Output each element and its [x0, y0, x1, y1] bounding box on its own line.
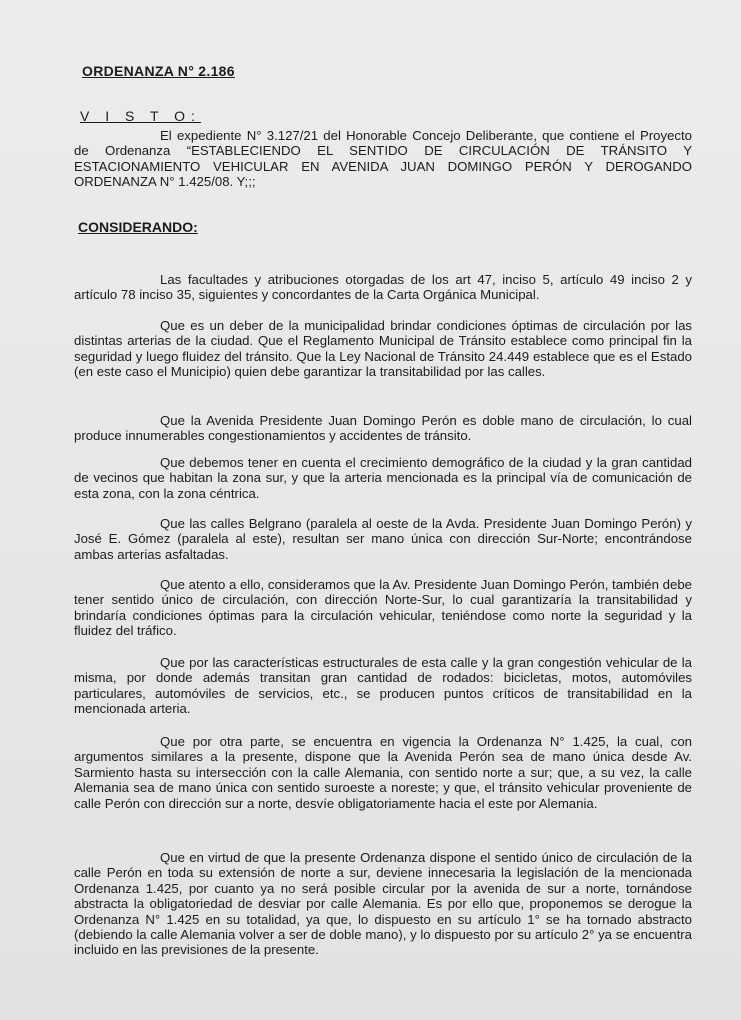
- paragraph-text: Que por las características estructurales de esta calle y la gran congestión vehicular de la misma, por donde además transitan gran cantidad de rodados: bicicletas, motos, automóviles particulares, automóviles de servicios, etc., se producen puntos críticos de transitabilidad en la mencionada arteria.: [74, 655, 692, 717]
- visto-paragraph: [74, 128, 692, 190]
- considerando-paragraph: [74, 413, 692, 444]
- paragraph-text: Que debemos tener en cuenta el crecimiento demográfico de la ciudad y la gran cantidad de vecinos que habitan la zona sur, y que la arteria mencionada es la principal vía de comunicación de esta zona, con la zona céntrica.: [74, 455, 692, 501]
- considerando-paragraph: [74, 318, 692, 380]
- considerando-paragraph: [74, 455, 692, 501]
- paragraph-text: Que por otra parte, se encuentra en vigencia la Ordenanza N° 1.425, la cual, con argumentos similares a la presente, dispone que la Avenida Perón sea de mano única desde Av. Sarmiento hasta su intersección con la calle Alemania, con sentido norte a sur; que, a su vez, la calle Alemania sea de mano única con sentido suroeste a noreste; y que, el tránsito vehicular proveniente de calle Perón con dirección sur a norte, desvíe obligatoriamente hacia el este por Alemania.: [74, 734, 692, 811]
- considerando-paragraph: [74, 850, 692, 958]
- paragraph-text: Que la Avenida Presidente Juan Domingo Perón es doble mano de circulación, lo cual produce innumerables congestionamientos y accidentes de tránsito.: [74, 413, 692, 444]
- paragraph-text: Que las calles Belgrano (paralela al oeste de la Avda. Presidente Juan Domingo Perón) y José E. Gómez (paralela al este), resultan ser mano única con dirección Sur-Norte; encontrándose ambas arterias asfaltadas.: [74, 516, 692, 562]
- paragraph-text: Que es un deber de la municipalidad brindar condiciones óptimas de circulación por las distintas arterias de la ciudad. Que el Reglamento Municipal de Tránsito establece como principal fin la seguridad y luego fluidez del tránsito. Que la Ley Nacional de Tránsito 24.449 establece que es el Estado (en este caso el Municipio) quien debe garantizar la transitabilidad por las calles.: [74, 318, 692, 380]
- visto-text: El expediente N° 3.127/21 del Honorable Concejo Deliberante, que contiene el Proyecto de Ordenanza “ESTABLECIENDO EL SENTIDO DE CIRCULACIÓN DE TRÁNSITO Y ESTACIONAMIENTO VEHICULAR EN AVENIDA JUAN DOMINGO PERÓN Y DEROGANDO ORDENANZA N° 1.425/08. Y;;;: [74, 128, 692, 190]
- paragraph-text: Que atento a ello, consideramos que la Av. Presidente Juan Domingo Perón, también debe tener sentido único de circulación, con dirección Norte-Sur, lo cual garantizaría la transitabilidad y brindaría condiciones óptimas para la circulación vehicular, teniéndose como norte la seguridad y la fluidez del tráfico.: [74, 577, 692, 639]
- considerando-paragraph: [74, 734, 692, 811]
- paragraph-text: Las facultades y atribuciones otorgadas de los art 47, inciso 5, artículo 49 inciso 2 y artículo 78 inciso 35, siguientes y concordantes de la Carta Orgánica Municipal.: [74, 272, 692, 303]
- considerando-heading: CONSIDERANDO:: [78, 219, 198, 235]
- considerando-paragraph: [74, 516, 692, 562]
- considerando-paragraph: [74, 655, 692, 717]
- visto-heading: V I S T O:: [80, 108, 201, 124]
- considerando-paragraph: [74, 577, 692, 639]
- considerando-paragraph: [74, 272, 692, 303]
- document-title: ORDENANZA N° 2.186: [82, 63, 235, 79]
- paragraph-text: Que en virtud de que la presente Ordenanza dispone el sentido único de circulación de la calle Perón en toda su extensión de norte a sur, deviene innecesaria la legislación de la mencionada Ordenanza 1.425, por cuanto ya no será posible circular por la avenida de sur a norte, tornándose abstracta la obligatoriedad de desviar por calle Alemania. Es por ello que, proponemos se derogue la Ordenanza N° 1.425 en su totalidad, ya que, lo dispuesto en su artículo 1° se ha tornado abstracto (debiendo la calle Alemania volver a ser de doble mano), y lo dispuesto por su artículo 2° ya se encuentra incluido en las previsiones de la presente.: [74, 850, 692, 958]
